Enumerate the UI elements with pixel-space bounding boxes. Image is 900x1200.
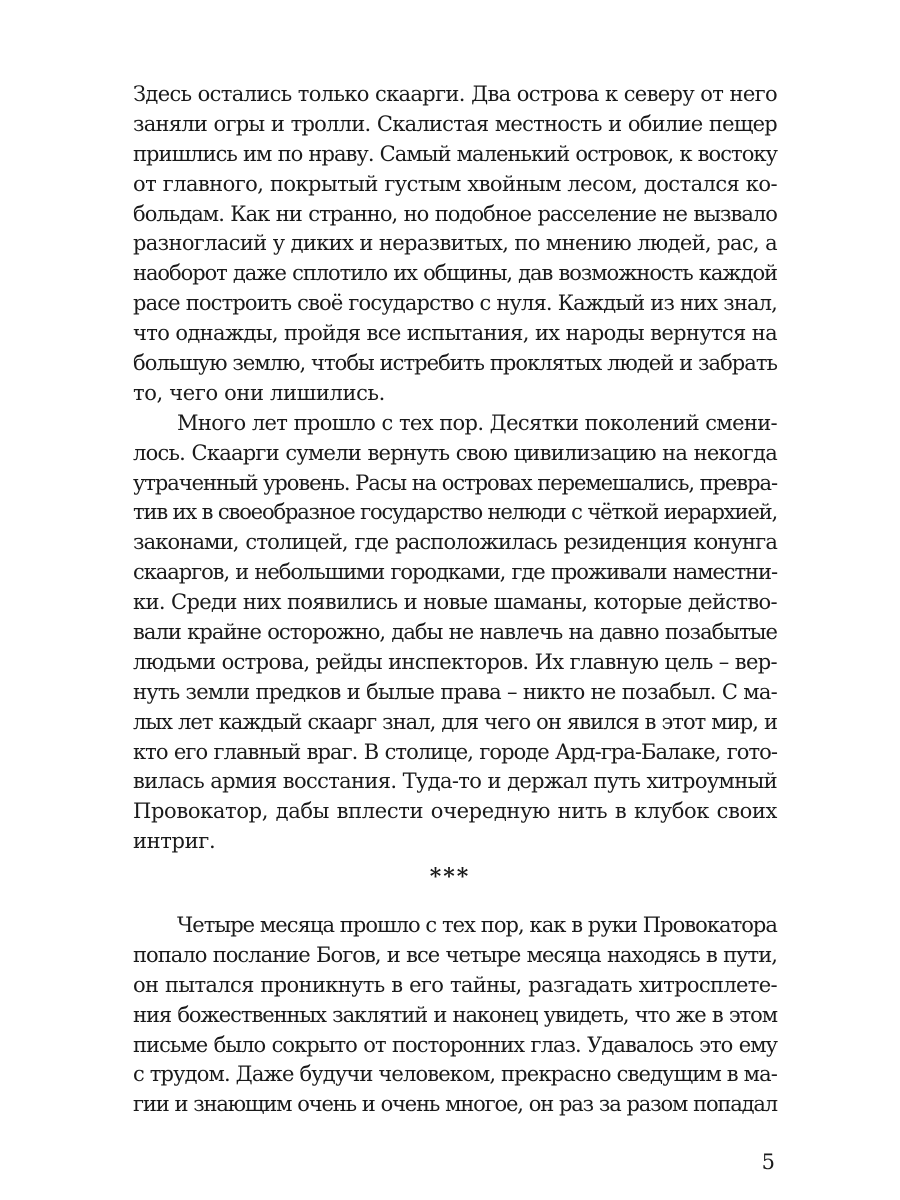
text-block-upper bbox=[133, 80, 777, 857]
page-number: 5 bbox=[761, 1150, 775, 1174]
paragraph-line: больдам. Как ни странно, но подобное расселение не вызвало bbox=[133, 201, 777, 226]
paragraph-line: Провокатор, дабы вплести очередную нить в клубок своих bbox=[133, 799, 777, 824]
paragraph-line: пришлись им по нраву. Самый маленький островок, к востоку bbox=[133, 141, 777, 166]
paragraph-line: большую землю, чтобы истребить проклятых людей и забрать bbox=[133, 351, 777, 376]
paragraph-line: разногласий у диких и неразвитых, по мнению людей, рас, а bbox=[133, 231, 777, 256]
paragraph-line: лось. Скаарги сумели вернуть свою цивилизацию на некогда bbox=[133, 440, 777, 465]
paragraph-line: Четыре месяца прошло с тех пор, как в руки Провокатора bbox=[177, 913, 777, 937]
section-separator: *** bbox=[429, 864, 471, 890]
text-block-lower bbox=[133, 911, 777, 1120]
paragraph-line: ки. Среди них появились и новые шаманы, которые действо- bbox=[133, 590, 777, 615]
paragraph-line: нуть земли предков и былые права – никто не позабыл. С ма- bbox=[133, 679, 777, 704]
paragraph-line: вилась армия восстания. Туда-то и держал путь хитроумный bbox=[133, 769, 777, 794]
paragraph-2 bbox=[133, 409, 777, 857]
paragraph-line: письме было сокрыто от посторонних глаз. Удавалось это ему bbox=[133, 1032, 777, 1057]
paragraph-line: наоборот даже сплотило их общины, дав возможность каждой bbox=[133, 261, 777, 286]
paragraph-line: что однажды, пройдя все испытания, их народы вернутся на bbox=[133, 321, 777, 346]
paragraph-line: гии и знающим очень и очень многое, он раз за разом попадал bbox=[133, 1092, 777, 1117]
paragraph-3 bbox=[133, 911, 777, 1120]
paragraph-1 bbox=[133, 80, 777, 409]
paragraph-line: утраченный уровень. Расы на островах перемешались, превра- bbox=[133, 470, 777, 495]
paragraph-line: ния божественных заклятий и наконец увидеть, что же в этом bbox=[133, 1002, 777, 1027]
paragraph-line: вали крайне осторожно, дабы не навлечь на давно позабытые bbox=[133, 620, 777, 645]
paragraph-line: от главного, покрытый густым хвойным лесом, достался ко- bbox=[133, 171, 777, 196]
paragraph-line: кто его главный враг. В столице, городе Ард-гра-Балаке, гото- bbox=[133, 739, 777, 764]
paragraph-line: то, чего они лишились. bbox=[133, 380, 385, 405]
paragraph-line: тив их в своеобразное государство нелюди с чёткой иерархией, bbox=[133, 500, 777, 525]
paragraph-line: заняли огры и тролли. Скалистая местность и обилие пещер bbox=[133, 111, 777, 136]
paragraph-line: интриг. bbox=[133, 829, 216, 854]
paragraph-line: расе построить своё государство с нуля. Каждый из них знал, bbox=[133, 291, 777, 316]
paragraph-line: Много лет прошло с тех пор. Десятки поколений смени- bbox=[177, 410, 777, 435]
paragraph-line: лых лет каждый скаарг знал, для чего он явился в этот мир, и bbox=[133, 709, 777, 734]
paragraph-line: он пытался проникнуть в его тайны, разгадать хитросплете- bbox=[133, 972, 777, 997]
paragraph-line: Здесь остались только скаарги. Два острова к северу от него bbox=[133, 82, 777, 106]
paragraph-line: попало послание Богов, и все четыре месяца находясь в пути, bbox=[133, 942, 777, 967]
paragraph-line: скааргов, и небольшими городками, где проживали наместни- bbox=[133, 560, 777, 585]
paragraph-line: с трудом. Даже будучи человеком, прекрасно сведущим в ма- bbox=[133, 1062, 777, 1087]
paragraph-line: людьми острова, рейды инспекторов. Их главную цель – вер- bbox=[133, 649, 777, 674]
paragraph-line: законами, столицей, где расположилась резиденция конунга bbox=[133, 530, 777, 555]
